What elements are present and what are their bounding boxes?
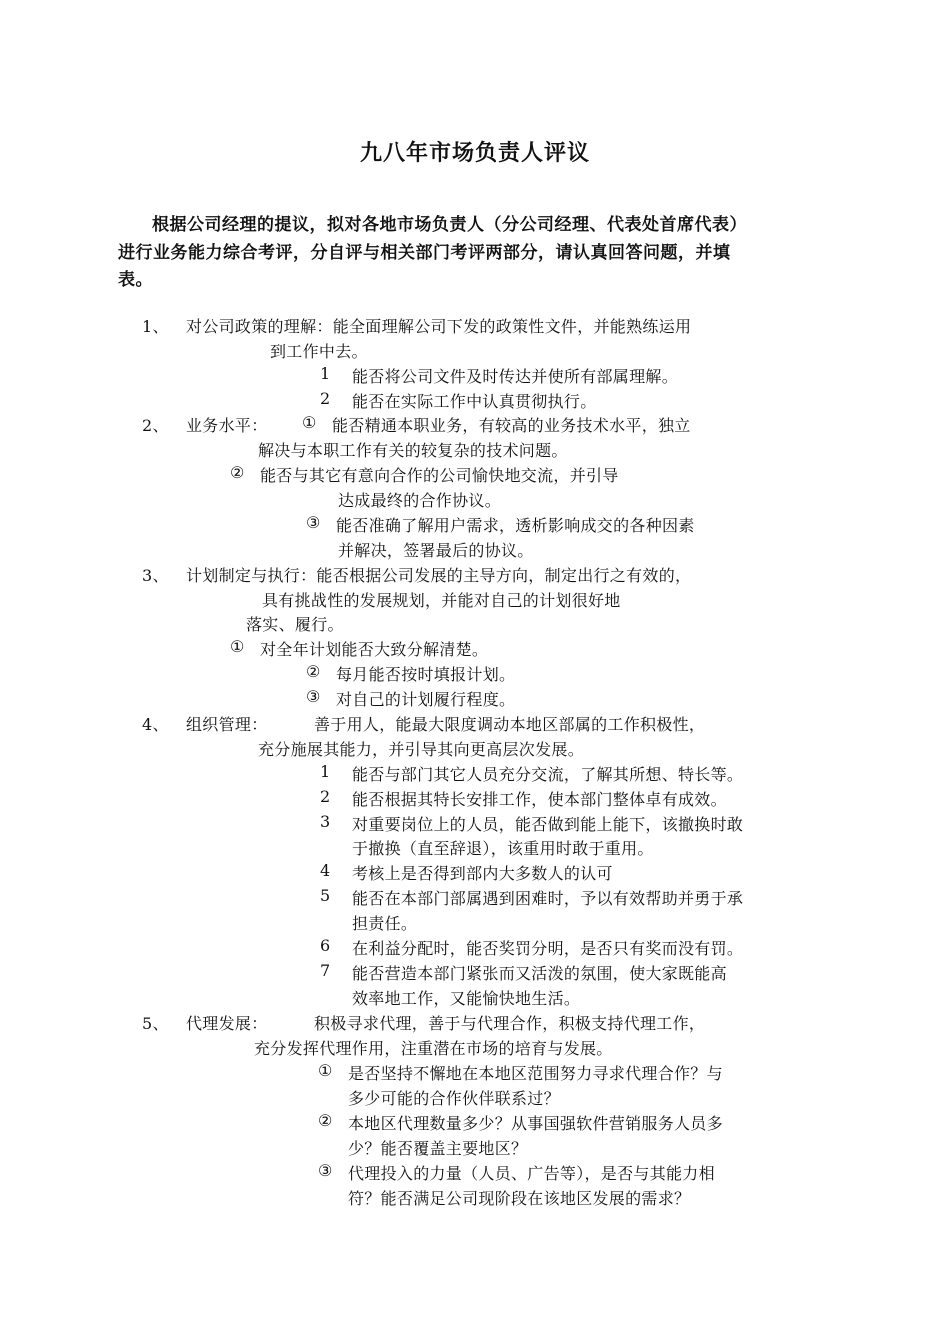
section-3-item-1-text: 对全年计划能否大致分解清楚。 xyxy=(260,640,489,659)
section-5-item-2-continuation: 少？能否覆盖主要地区？ xyxy=(348,1139,528,1158)
page-title: 九八年市场负责人评议 xyxy=(359,141,590,166)
section-4-item-7-text: 能否营造本部门紧张而又活泼的氛围，使大家既能高 xyxy=(352,964,727,983)
section-1-title: 对公司政策的理解：能全面理解公司下发的政策性文件，并能熟练运用 xyxy=(186,317,692,336)
section-5-item-3-text: 代理投入的力量（人员、广告等），是否与其能力相 xyxy=(348,1164,715,1183)
section-4-item-6-text: 在利益分配时，能否奖罚分明，是否只有奖而没有罚。 xyxy=(352,939,744,958)
section-3-title: 计划制定与执行：能否根据公司发展的主导方向，制定出行之有效的， xyxy=(186,566,692,585)
section-1-item-2-mark: 2 xyxy=(320,389,331,408)
section-4-item-2-text: 能否根据其特长安排工作，使本部门整体卓有成效。 xyxy=(352,790,727,809)
section-5-item-3-continuation: 符？能否满足公司现阶段在该地区发展的需求？ xyxy=(348,1189,691,1208)
section-3-item-2-mark: ② xyxy=(306,662,321,681)
intro-line-2: 进行业务能力综合考评，分自评与相关部门考评两部分，请认真回答问题，并填 xyxy=(118,243,731,263)
section-4-item-6-mark: 6 xyxy=(320,936,331,955)
section-4-item-5-mark: 5 xyxy=(320,886,331,905)
section-4-item-7-continuation: 效率地工作，又能愉快地生活。 xyxy=(352,989,581,1008)
section-1-item-2-text: 能否在实际工作中认真贯彻执行。 xyxy=(352,392,597,411)
section-4-title: 组织管理： xyxy=(186,715,268,734)
section-4-item-3-mark: 3 xyxy=(320,812,331,831)
intro-line-3: 表。 xyxy=(118,270,153,290)
section-2-item-3-continuation: 并解决，签署最后的协议。 xyxy=(338,541,534,560)
section-2-number: 2、 xyxy=(142,416,169,435)
section-5-continuation: 充分发挥代理作用，注重潜在市场的培育与发展。 xyxy=(254,1039,613,1058)
section-5-item-2-text: 本地区代理数量多少？从事国强软件营销服务人员多 xyxy=(348,1114,723,1133)
section-3-item-3-text: 对自己的计划履行程度。 xyxy=(336,690,516,709)
section-5-item-1-mark: ① xyxy=(318,1061,333,1080)
section-5-number: 5、 xyxy=(142,1014,169,1033)
section-4-number: 4、 xyxy=(142,715,169,734)
section-4-item-7-mark: 7 xyxy=(320,961,331,980)
section-2-item-2-mark: ② xyxy=(230,463,245,482)
section-4-item-3-continuation: 于撤换（直至辞退），该重用时敢于重用。 xyxy=(352,839,654,858)
section-2-title: 业务水平： xyxy=(186,416,268,435)
section-5-item-1-text: 是否坚持不懈地在本地区范围努力寻求代理合作？与 xyxy=(348,1064,723,1083)
section-5-lead: 积极寻求代理，善于与代理合作，积极支持代理工作， xyxy=(314,1014,706,1033)
section-2-item-2-continuation: 达成最终的合作协议。 xyxy=(338,491,502,510)
section-1-item-1-mark: 1 xyxy=(320,364,331,383)
section-3-continuation-1: 具有挑战性的发展规划，并能对自己的计划很好地 xyxy=(262,591,621,610)
section-3-number: 3、 xyxy=(142,566,169,585)
section-3-item-1-mark: ① xyxy=(230,637,245,656)
section-2-item-1-mark: ① xyxy=(302,413,317,432)
section-5-title: 代理发展： xyxy=(186,1014,268,1033)
section-1-continuation: 到工作中去。 xyxy=(270,342,368,361)
section-1-item-1-text: 能否将公司文件及时传达并使所有部属理解。 xyxy=(352,367,679,386)
section-5-item-1-continuation: 多少可能的合作伙伴联系过？ xyxy=(348,1089,560,1108)
section-4-item-3-text: 对重要岗位上的人员，能否做到能上能下，该撤换时敢 xyxy=(352,815,744,834)
section-4-item-1-mark: 1 xyxy=(320,762,331,781)
section-3-item-2-text: 每月能否按时填报计划。 xyxy=(336,665,516,684)
section-4-item-4-mark: 4 xyxy=(320,861,331,880)
section-4-item-1-text: 能否与部门其它人员充分交流，了解其所想、特长等。 xyxy=(352,765,744,784)
section-3-item-3-mark: ③ xyxy=(306,687,321,706)
section-1-number: 1、 xyxy=(142,317,169,336)
section-4-item-4-text: 考核上是否得到部内大多数人的认可 xyxy=(352,864,613,883)
section-5-item-3-mark: ③ xyxy=(318,1161,333,1180)
section-4-item-5-text: 能否在本部门部属遇到困难时，予以有效帮助并勇于承 xyxy=(352,889,744,908)
section-2-item-3-text: 能否准确了解用户需求，透析影响成交的各种因素 xyxy=(336,516,695,535)
section-4-lead: 善于用人，能最大限度调动本地区部属的工作积极性， xyxy=(314,715,706,734)
section-2-item-1-text: 能否精通本职业务，有较高的业务技术水平，独立 xyxy=(332,416,691,435)
section-2-item-1-continuation: 解决与本职工作有关的较复杂的技术问题。 xyxy=(258,441,568,460)
section-4-item-5-continuation: 担责任。 xyxy=(352,914,418,933)
section-2-item-2-text: 能否与其它有意向合作的公司愉快地交流，并引导 xyxy=(260,466,619,485)
intro-line-1: 根据公司经理的提议，拟对各地市场负责人（分公司经理、代表处首席代表） xyxy=(152,215,747,235)
section-2-item-3-mark: ③ xyxy=(306,513,321,532)
section-3-continuation-2: 落实、履行。 xyxy=(246,615,344,634)
section-4-continuation: 充分施展其能力，并引导其向更高层次发展。 xyxy=(258,740,585,759)
section-4-item-2-mark: 2 xyxy=(320,787,331,806)
section-5-item-2-mark: ② xyxy=(318,1111,333,1130)
